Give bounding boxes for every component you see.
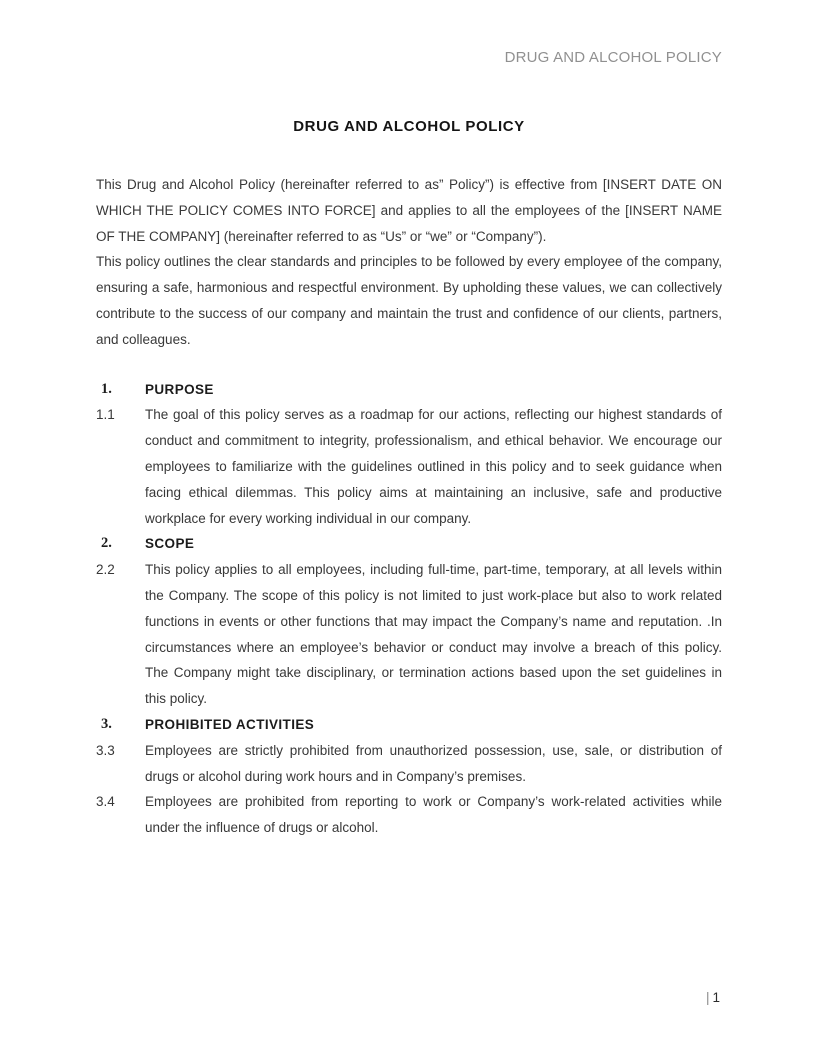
item-text: The goal of this policy serves as a roadmap for our actions, reflecting our highest standards of conduct and commitment to integrity, professionalism, and ethical behavior. We encourage our employees to familiarize with the guidelines outlined in this policy and to seek guidance when facing ethical dilemmas. This policy aims at maintaining an inclusive, safe and productive workplace for every working individual in our company.: [145, 407, 722, 526]
section-number: 1.: [101, 380, 112, 397]
item-text: This policy applies to all employees, including full-time, part-time, temporary, at all levels within the Company. The scope of this policy is not limited to just work-place but also to work related functions in events or other functions that may impact the Company’s name and reputation. .In circumstances where an employee’s behavior or conduct may involve a breach of this policy. The Company might take disciplinary, or termination actions based upon the set guidelines in this policy.: [145, 562, 722, 707]
section-item: [96, 738, 722, 790]
document-title: DRUG AND ALCOHOL POLICY: [293, 118, 525, 135]
intro-paragraph-2: This policy outlines the clear standards and principles to be followed by every employee of the company, ensuring a safe, harmonious and respectful environment. By upholding these values, we can collectively contribute to the success of our company and maintain the trust and confidence of our clients, partners, and colleagues.: [96, 254, 722, 347]
section-number: 3.: [101, 715, 112, 732]
section-label: PURPOSE: [145, 381, 214, 397]
section-label: SCOPE: [145, 536, 195, 552]
section-number: 2.: [101, 535, 112, 552]
section-heading-prohibited-activities: [96, 712, 722, 738]
item-number: 1.1: [96, 407, 115, 423]
item-number: 3.4: [96, 794, 115, 810]
page-footer: [706, 990, 720, 1006]
intro-paragraph-1: This Drug and Alcohol Policy (hereinafter referred to as” Policy”) is effective from [INSERT DATE ON WHICH THE POLICY COMES INTO FORCE] and applies to all the employees of the [INSERT NAME OF THE COMPANY] (hereinafter referred to as “Us” or “we” or “Company”).: [96, 177, 722, 244]
section-item: [96, 402, 722, 531]
item-text: Employees are strictly prohibited from unauthorized possession, use, sale, or distribution of drugs or alcohol during work hours and in Company’s premises.: [145, 742, 722, 784]
section-label: PROHIBITED ACTIVITIES: [145, 716, 315, 732]
item-number: 3.3: [96, 742, 115, 758]
section-heading-purpose: [96, 377, 722, 403]
running-header: DRUG AND ALCOHOL POLICY: [504, 49, 722, 66]
section-item: [96, 557, 722, 712]
document-body: [96, 172, 722, 841]
section-item: [96, 789, 722, 841]
section-heading-scope: [96, 531, 722, 557]
page-number: 1: [712, 990, 720, 1005]
sections-list: [96, 377, 722, 841]
item-text: Employees are prohibited from reporting to work or Company’s work-related activities while under the influence of drugs or alcohol.: [145, 794, 722, 836]
item-number: 2.2: [96, 562, 115, 578]
footer-separator: |: [705, 990, 710, 1005]
